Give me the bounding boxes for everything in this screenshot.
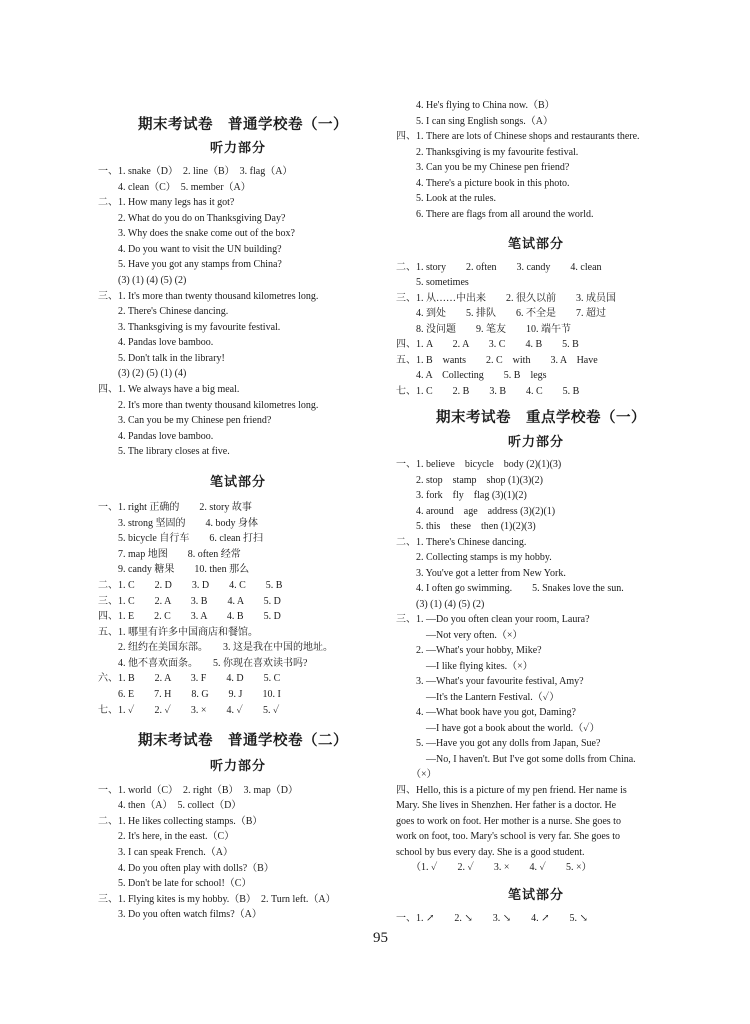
answer-line: 二、1. He likes collecting stamps.（B） [98,816,263,827]
section-title: 期末考试卷 普通学校卷（一） [138,117,348,133]
answer-line: 2. What do you do on Thanksgiving Day? [98,213,286,224]
written-heading: 笔试部分 [210,474,267,489]
answer-line: 四、1. There are lots of Chinese shops and restaurants there. [396,131,640,142]
answer-line: 2. —What's your hobby, Mike? [396,645,542,656]
answer-line: 3. Thanksgiving is my favourite festival. [98,322,281,333]
answer-line: 5. sometimes [396,277,469,288]
answer-line: 2. stop stamp shop (1)(3)(2) [396,475,543,486]
answer-line: 4. clean（C） 5. member（A） [98,182,251,193]
paragraph-answers: （1. ✓ 2. ✓ 3. × 4. ✓ 5. ×） [396,862,592,873]
answer-line: 5. I can sing English songs.（A） [396,116,553,127]
answer-line: 4. I often go swimming. 5. Snakes love the sun. [396,583,624,594]
answer-line: 二、1. How many legs has it got? [98,197,235,208]
intonation-line: 一、1. ↗ 2. ↘ 3. ↘ 4. ↗ 5. ↘ [396,913,588,924]
paragraph-line: 四、Hello, this is a picture of my pen friend. Her name is [396,785,627,796]
answer-line: 5. The library closes at five. [98,446,230,457]
answer-line: —I like flying kites.（×） [396,661,533,672]
answer-line: 4. Pandas love bamboo. [98,431,214,442]
section-title: 期末考试卷 普通学校卷（二） [138,733,348,749]
answer-line: 七、1. C 2. B 3. B 4. C 5. B [396,386,580,397]
answer-line: 3. Do you often watch films?（A） [98,909,262,920]
answer-line: 三、1. Flying kites is my hobby.（B） 2. Turn left.（A） [98,894,336,905]
answer-line: 4. around age address (3)(2)(1) [396,506,556,517]
answer-line: (3) (2) (5) (1) (4) [98,368,187,379]
answer-line: 8. 没问题 9. 笔友 10. 端午节 [396,324,571,335]
answer-line: 6. E 7. H 8. G 9. J 10. I [98,689,281,700]
answer-line: 2. It's here, in the east.（C） [98,831,235,842]
answer-line: 四、1. We always have a big meal. [98,384,240,395]
written-heading: 笔试部分 [508,236,565,251]
answer-line: 3. Can you be my Chinese pen friend? [396,162,570,173]
paragraph-line: goes to work on foot. Her mother is a nurse. She goes to [396,816,621,827]
answer-line: 五、1. B wants 2. C with 3. A Have [396,355,598,366]
answer-line: 6. There are flags from all around the world. [396,209,594,220]
answer-line: —Not very often.（×） [396,630,523,641]
answer-line: 一、1. believe bicycle body (2)(1)(3) [396,459,562,470]
answer-line: 一、1. right 正确的 2. story 故事 [98,502,252,513]
answer-line: 4. then（A） 5. collect（D） [98,800,242,811]
answer-line: 3. —What's your favourite festival, Amy? [396,676,584,687]
answer-line: 3. fork fly flag (3)(1)(2) [396,490,527,501]
answer-line: 4. —What book have you got, Daming? [396,707,576,718]
answer-line: 2. 纽约在美国东部。 3. 这是我在中国的地址。 [98,642,333,653]
answer-line: 5. Look at the rules. [396,193,496,204]
answer-line: 4. 他不喜欢面条。 5. 你现在喜欢读书吗? [98,658,308,669]
answer-line: 2. Collecting stamps is my hobby. [396,552,552,563]
answer-line: 3. Why does the snake come out of the box? [98,228,295,239]
answer-line: 3. strong 坚固的 4. body 身体 [98,518,258,529]
listening-heading: 听力部分 [508,434,565,449]
listening-heading: 听力部分 [210,758,267,773]
answer-line: 三、1. —Do you often clean your room, Laura? [396,614,590,625]
answer-line: (3) (1) (4) (5) (2) [98,275,187,286]
answer-line: 4. A Collecting 5. B legs [396,370,547,381]
answer-line: 5. —Have you got any dolls from Japan, Sue? [396,738,601,749]
answer-line: 5. Don't talk in the library! [98,353,225,364]
answer-line: 4. He's flying to China now.（B） [396,100,555,111]
answer-line: (3) (1) (4) (5) (2) [396,599,485,610]
answer-line: 3. You've got a letter from New York. [396,568,566,579]
paragraph-line: Mary. She lives in Shenzhen. Her father is a doctor. He [396,800,617,811]
paragraph-line: work on foot, too. Mary's school is very far. She goes to [396,831,620,842]
answer-line: 3. Can you be my Chinese pen friend? [98,415,272,426]
answer-line: —I have got a book about the world.（✓） [396,723,600,734]
answer-line: 五、1. 哪里有许多中国商店和餐馆。 [98,627,258,638]
answer-line: 5. Have you got any stamps from China? [98,259,282,270]
answer-line: 二、1. story 2. often 3. candy 4. clean [396,262,602,273]
answer-line: 4. Pandas love bamboo. [98,337,214,348]
answer-line: 4. Do you want to visit the UN building? [98,244,282,255]
answer-line: 5. Don't be late for school!（C） [98,878,252,889]
answer-line: —It's the Lantern Festival.（✓） [396,692,560,703]
page-number: 95 [373,930,388,946]
answer-line: 三、1. C 2. A 3. B 4. A 5. D [98,596,281,607]
answer-line: 一、1. snake（D） 2. line（B） 3. flag（A） [98,166,293,177]
answer-line: 7. map 地图 8. often 经常 [98,549,241,560]
answer-line: 4. 到处 5. 排队 6. 不全是 7. 超过 [396,308,606,319]
answer-line: 七、1. ✓ 2. ✓ 3. × 4. ✓ 5. ✓ [98,705,280,716]
paragraph-line: school by bus every day. She is a good student. [396,847,585,858]
answer-line: 2. It's more than twenty thousand kilometres long. [98,400,319,411]
answer-line: 三、1. It's more than twenty thousand kilometres long. [98,291,319,302]
answer-line: 2. Thanksgiving is my favourite festival. [396,147,579,158]
answer-line: （×） [396,769,437,780]
answer-line: 二、1. C 2. D 3. D 4. C 5. B [98,580,283,591]
written-heading: 笔试部分 [508,887,565,902]
listening-heading: 听力部分 [210,140,267,155]
answer-line: 六、1. B 2. A 3. F 4. D 5. C [98,673,281,684]
answer-line: 4. Do you often play with dolls?（B） [98,863,274,874]
answer-line: 3. I can speak French.（A） [98,847,233,858]
answer-line: 5. this these then (1)(2)(3) [396,521,536,532]
section-title: 期末考试卷 重点学校卷（一） [436,410,646,426]
answer-line: 一、1. world（C） 2. right（B） 3. map（D） [98,785,298,796]
answer-line: 四、1. A 2. A 3. C 4. B 5. B [396,339,579,350]
answer-line: 二、1. There's Chinese dancing. [396,537,527,548]
answer-line: 四、1. E 2. C 3. A 4. B 5. D [98,611,281,622]
answer-line: 4. There's a picture book in this photo. [396,178,570,189]
answer-line: —No, I haven't. But I've got some dolls from China. [396,754,636,765]
answer-line: 5. bicycle 自行车 6. clean 打扫 [98,533,263,544]
answer-line: 9. candy 糖果 10. then 那么 [98,564,250,575]
answer-line: 三、1. 从……中出来 2. 很久以前 3. 成员国 [396,293,616,304]
answer-line: 2. There's Chinese dancing. [98,306,229,317]
